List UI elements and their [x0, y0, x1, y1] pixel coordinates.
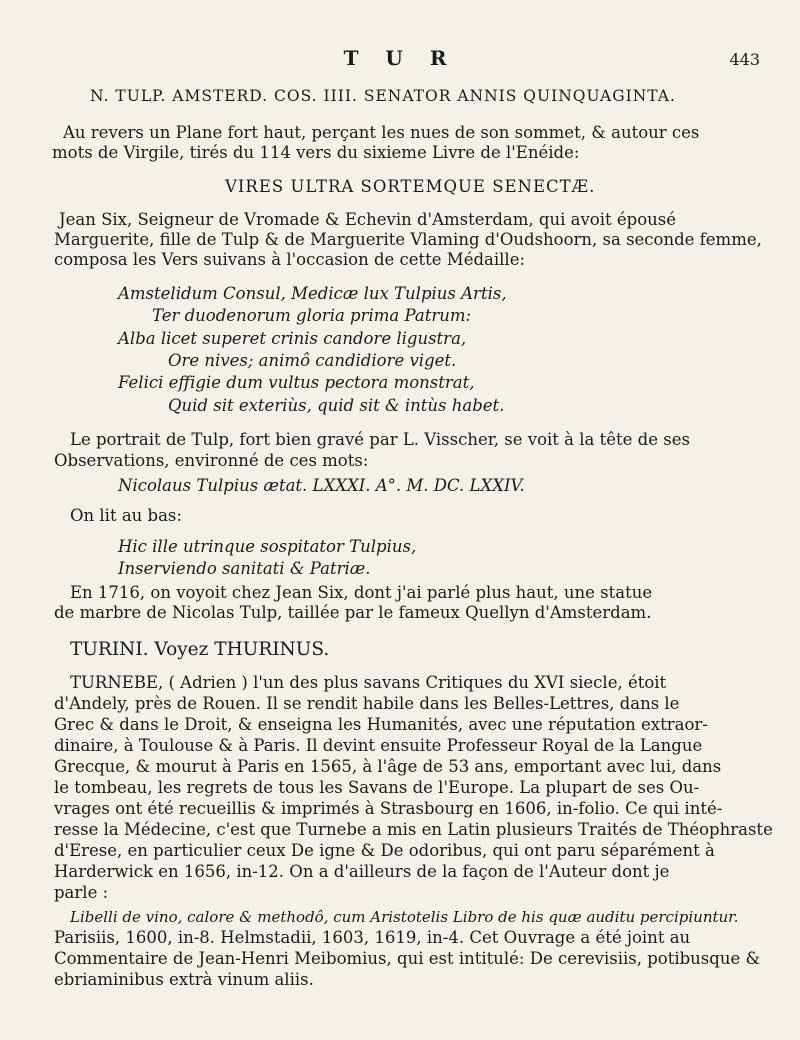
turnebe-line-4: dinaire, à Toulouse & à Paris. Il devint ensuite Professeur Royal de la Langue: [54, 736, 703, 755]
turnebe-line-11: parle :: [54, 883, 109, 902]
turnebe-works-line-2: Parisiis, 1600, in-8. Helmstadii, 1603, 1619, in-4. Cet Ouvrage a été joint au: [54, 928, 691, 947]
turnebe-line-2: d'Andely, près de Rouen. Il se rendit habile dans les Belles-Lettres, dans le: [54, 694, 680, 713]
turnebe-line-8: resse la Médecine, c'est que Turnebe a mis en Latin plusieurs Traités de Théophraste: [54, 820, 773, 839]
bas-intro: On lit au bas:: [70, 506, 182, 525]
turnebe-line-5: Grecque, & mourut à Paris en 1565, à l'âge de 53 ans, emportant avec lui, dans: [54, 757, 722, 776]
poem-line-5: Felici effigie dum vultus pectora monstrat,: [118, 373, 475, 392]
turnebe-line-9: d'Erese, en particulier ceux De igne & De odoribus, qui ont paru séparément à: [54, 841, 715, 860]
turnebe-line-6: le tombeau, les regrets de tous les Savans de l'Europe. La plupart de ses Ou-: [54, 778, 700, 797]
poem-line-2: Ter duodenorum gloria prima Patrum:: [152, 306, 472, 325]
poem-line-1: Amstelidum Consul, Medicæ lux Tulpius Artis,: [118, 284, 507, 303]
revers-line-1: Au revers un Plane fort haut, perçant les nues de son sommet, & autour ces: [63, 123, 700, 142]
poem-line-6: Quid sit exteriùs, quid sit & intùs habet.: [168, 396, 505, 415]
poem-line-3: Alba licet superet crinis candore ligustra,: [118, 329, 467, 348]
bas-verse-1: Hic ille utrinque sospitator Tulpius,: [118, 537, 417, 556]
turnebe-line-1: TURNEBE, ( Adrien ) l'un des plus savans Critiques du XVI siecle, étoit: [70, 673, 667, 692]
statue-line-2: de marbre de Nicolas Tulp, taillée par le fameux Quellyn d'Amsterdam.: [54, 603, 652, 622]
portrait-line-2: Observations, environné de ces mots:: [54, 451, 369, 470]
turnebe-line-10: Harderwick en 1656, in-12. On a d'ailleurs de la façon de l'Auteur dont je: [54, 862, 670, 881]
turnebe-works-line-1: Libelli de vino, calore & methodô, cum Aristotelis Libro de his quæ auditu percipiuntur.: [70, 908, 739, 926]
page-number: 443: [729, 50, 760, 69]
turnebe-works-line-3: Commentaire de Jean-Henri Meibomius, qui est intitulé: De cerevisiis, potibusque &: [54, 949, 761, 968]
bas-verse-2: Inserviendo sanitati & Patriæ.: [118, 559, 371, 578]
turnebe-works-line-4: ebriaminibus extrà vinum aliis.: [54, 970, 314, 989]
turini-entry: TURINI. Voyez THURINUS.: [70, 639, 330, 660]
statue-line-1: En 1716, on voyoit chez Jean Six, dont j'ai parlé plus haut, une statue: [70, 583, 653, 602]
six-line-2: Marguerite, fille de Tulp & de Marguerite Vlaming d'Oudshoorn, sa seconde femme,: [54, 230, 762, 249]
portrait-inscription: Nicolaus Tulpius ætat. LXXXI. A°. M. DC. LXXIV.: [118, 476, 525, 495]
six-line-3: composa les Vers suivans à l'occasion de cette Médaille:: [54, 250, 526, 269]
turnebe-line-3: Grec & dans le Droit, & enseigna les Humanités, avec une réputation extraor-: [54, 715, 708, 734]
six-line-1: Jean Six, Seigneur de Vromade & Echevin d'Amsterdam, qui avoit épousé: [59, 210, 676, 229]
virgil-motto: VIRES ULTRA SORTEMQUE SENECTÆ.: [225, 177, 596, 196]
medal-inscription: N. TULP. AMSTERD. COS. IIII. SENATOR ANNIS QUINQUAGINTA.: [90, 87, 676, 105]
revers-line-2: mots de Virgile, tirés du 114 vers du sixieme Livre de l'Enéide:: [52, 143, 580, 162]
turnebe-line-7: vrages ont été recueillis & imprimés à Strasbourg en 1606, in-folio. Ce qui inté-: [54, 799, 723, 818]
running-title: T U R: [343, 46, 457, 70]
poem-line-4: Ore nives; animô candidiore viget.: [168, 351, 457, 370]
portrait-line-1: Le portrait de Tulp, fort bien gravé par L. Visscher, se voit à la tête de ses: [70, 430, 690, 449]
